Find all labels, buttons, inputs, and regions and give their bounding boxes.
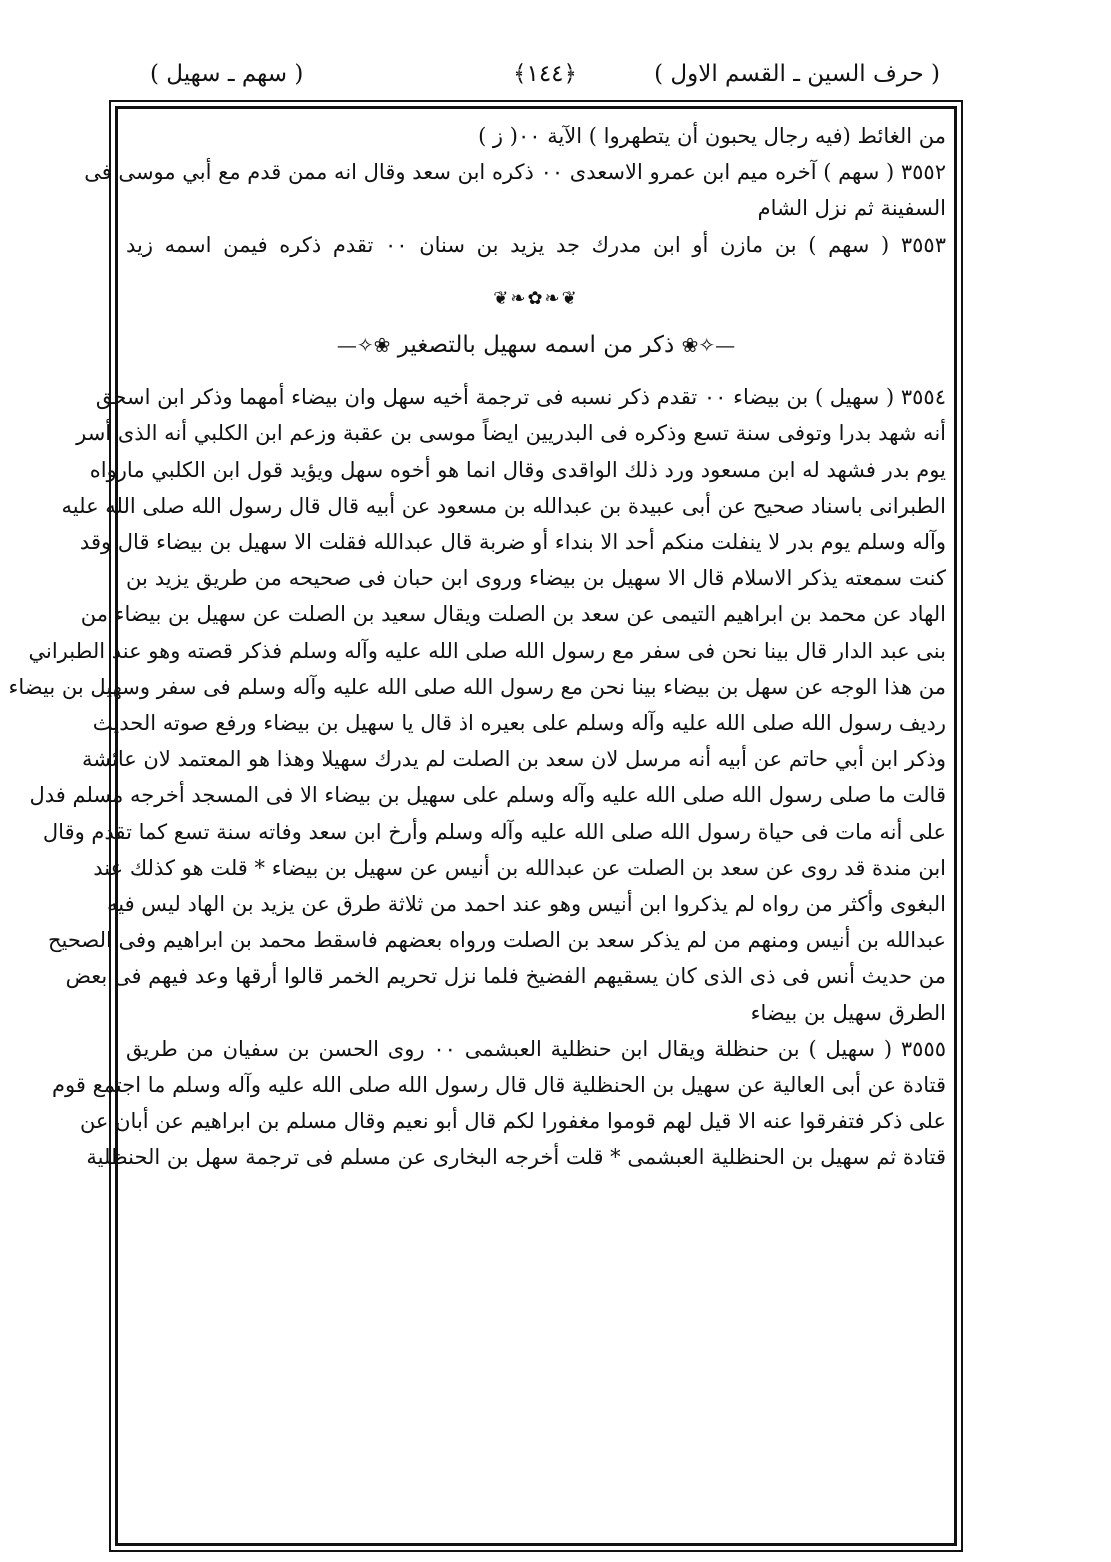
section-title xyxy=(126,327,946,363)
entry-3554-line: ٣٥٥٤ ( سهيل ) بن بيضاء ٠٠ تقدم ذكر نسبه فى ترجمة أخيه سهل وان بيضاء أمهما وذكر ابن اسحق xyxy=(95,385,946,410)
text-line: قتادة عن أبى العالية عن سهيل بن الحنظلية قال قال رسول الله صلى الله عليه وآله وسلم ما اجتمع قوم xyxy=(52,1073,946,1098)
entry-3552-line: ٣٥٥٢ ( سهم ) آخره ميم ابن عمرو الاسعدى ٠٠ ذكره ابن سعد وقال انه ممن قدم مع أبي موسى فى xyxy=(84,160,946,185)
text-line: على ذكر فتفرقوا عنه الا قيل لهم قوموا مغفورا لكم قال أبو نعيم وقال مسلم بن ابراهيم عن أبان عن xyxy=(79,1109,946,1134)
text-line: من هذا الوجه عن سهل بن بيضاء بينا نحن مع رسول الله صلى الله عليه وآله وسلم فى سفر وسهيل بن بيضاء xyxy=(8,674,946,699)
ornament-divider: ❦❧✿❧❦ xyxy=(493,287,579,309)
text-line: يوم بدر فشهد له ابن مسعود ورد ذلك الواقدى وقال انما هو أخوه سهل ويؤيد قول ابن الكلبي مارواه xyxy=(89,457,946,482)
text-line: من الغائط (فيه رجال يحبون أن يتطهروا ) الآية ٠٠( ز ) xyxy=(478,124,946,148)
section-title-text: ذكر من اسمه سهيل بالتصغير xyxy=(397,332,675,359)
text-line: ابن مندة قد روى عن سعد بن الصلت عن عبدالله بن أنيس عن سهيل بن بيضاء * قلت هو كذلك عند xyxy=(93,855,946,880)
entry-3553-line: ٣٥٥٣ ( سهم ) بن مازن أو ابن مدرك جد يزيد بن سنان ٠٠ تقدم ذكره فيمن اسمه زيد xyxy=(126,232,946,257)
text-line: الطبرانى باسناد صحيح عن أبى عبيدة بن عبدالله بن مسعود عن أبيه قال قال رسول الله صلى الله عليه xyxy=(61,493,946,518)
page-body xyxy=(8,118,947,1176)
entry-3555-line: ٣٥٥٥ ( سهيل ) بن حنظلة ويقال ابن حنظلية العبشمى ٠٠ روى الحسن بن سفيان من طريق xyxy=(126,1036,947,1061)
flourish-icon: ❀✧— xyxy=(336,333,391,358)
text-line: من حديث أنس فى ذى الذى كان يسقيهم الفضيخ فلما نزل تحريم الخمر قالوا أرقها وعد فيهم فى بعض xyxy=(65,964,946,989)
page-number: ﴿١٤٤﴾ xyxy=(512,61,578,87)
text-line: السفينة ثم نزل الشام xyxy=(757,196,946,221)
text-line: كنت سمعته يذكر الاسلام قال الا سهيل بن بيضاء وروى ابن حبان فى صحيحه من طريق يزيد بن xyxy=(126,566,946,591)
text-line: الهاد عن محمد بن ابراهيم التيمى عن سعد بن الصلت ويقال سعيد بن الصلت عن سهيل بن بيضاء من xyxy=(80,602,946,627)
flourish-icon: —✧❀ xyxy=(681,333,736,358)
text-line: أنه شهد بدرا وتوفى سنة تسع وذكره فى البدريين ايضاً موسى بن عقبة وزعم ابن الكلبي أنه الذى أسر xyxy=(76,421,946,446)
text-line: قالت ما صلى رسول الله صلى الله عليه وآله وسلم على سهيل بن بيضاء الا فى المسجد أخرجه مسلم فدل xyxy=(29,783,946,808)
chapter-heading: ( حرف السين ـ القسم الاول ) xyxy=(654,61,940,87)
text-line: الطرق سهيل بن بيضاء xyxy=(750,1000,946,1025)
text-line: على أنه مات فى حياة رسول الله صلى الله عليه وآله وسلم وأرخ ابن سعد وفاته سنة تسع كما تقدم وقال xyxy=(42,819,946,844)
text-line: وآله وسلم يوم بدر لا ينفلت منكم أحد الا بنداء أو ضربة قال عبدالله فقلت الا سهيل بن بيضاء قال وقد xyxy=(79,530,946,555)
text-line: بنى عبد الدار قال بينا نحن فى سفر مع رسول الله صلى الله عليه وآله وسلم فذكر قصته وهو عند الطبراني xyxy=(28,638,946,663)
page-header xyxy=(150,52,940,96)
entry-range-heading: ( سهم ـ سهيل ) xyxy=(150,61,304,87)
text-line: وذكر ابن أبي حاتم عن أبيه أنه مرسل لان سعد بن الصلت لم يدرك سهيلا وهذا هو المعتمد لان عائشة xyxy=(81,747,946,772)
text-line: قتادة ثم سهيل بن الحنظلية العبشمى * قلت أخرجه البخارى عن مسلم فى ترجمة سهل بن الحنظلية xyxy=(86,1145,946,1170)
text-line: البغوى وأكثر من رواه لم يذكروا ابن أنيس وهو عند احمد من ثلاثة طرق عن يزيد بن الهاد ليس فيه xyxy=(106,892,946,917)
text-line: عبدالله بن أنيس ومنهم من لم يذكر سعد بن الصلت ورواه بعضهم فاسقط محمد بن ابراهيم وفى الصحيح xyxy=(47,928,946,953)
text-line: رديف رسول الله صلى الله عليه وآله وسلم على بعيره اذ قال يا سهيل بن بيضاء ورفع صوته الحديث xyxy=(92,711,946,736)
